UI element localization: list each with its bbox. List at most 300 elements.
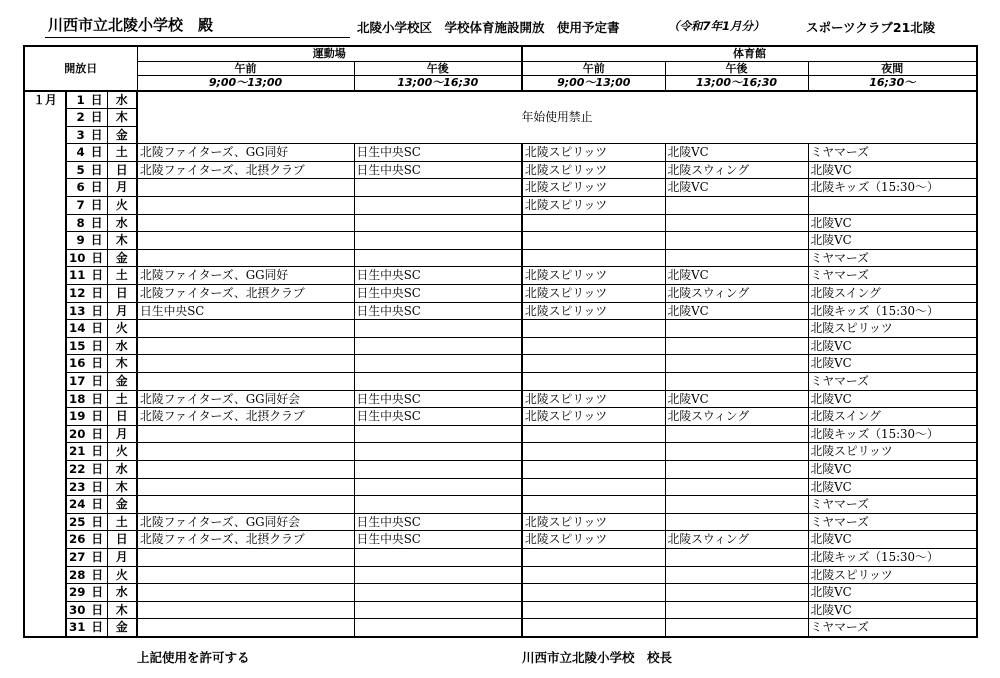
gym-night-cell: 北陵VC [808, 531, 977, 549]
header-row-area [24, 46, 977, 61]
closed-notice: 年始使用禁止 [137, 91, 977, 144]
day-suffix: 日 [90, 180, 103, 195]
weekday-cell: 水 [107, 214, 137, 232]
gym-night-cell: 北陵キッズ（15:30～） [808, 548, 977, 566]
gym-am-cell [522, 584, 665, 602]
gym-night-cell: 北陵VC [808, 390, 977, 408]
day-cell [66, 531, 107, 549]
ground-am-cell [137, 214, 354, 232]
weekday-cell: 木 [107, 478, 137, 496]
gym-pm-cell: 北陵スウィング [665, 161, 808, 179]
header-row-time [24, 76, 977, 91]
day-suffix: 日 [91, 585, 104, 600]
gym-am-time: 9;00～13;00 [522, 76, 665, 91]
table-row [24, 619, 977, 637]
gym-am-cell: 北陵スピリッツ [522, 285, 665, 303]
day-suffix: 日 [91, 444, 104, 459]
gym-night-cell: 北陵VC [808, 478, 977, 496]
day-number: 12 [69, 286, 86, 301]
day-number: 10 [69, 250, 86, 265]
gym-am-cell [522, 337, 665, 355]
ground-am-cell [137, 425, 354, 443]
gym-pm-cell [665, 249, 808, 267]
day-suffix: 日 [91, 620, 104, 635]
table-row [24, 373, 977, 391]
gym-am-cell: 北陵スピリッツ [522, 302, 665, 320]
gym-am-cell: 北陵スピリッツ [522, 144, 665, 162]
gym-am-cell [522, 425, 665, 443]
weekday-cell: 土 [107, 267, 137, 285]
schedule-body [24, 46, 977, 637]
gym-pm-cell [665, 619, 808, 637]
table-row [24, 531, 977, 549]
weekday-cell: 木 [107, 355, 137, 373]
header-row-period [24, 61, 977, 76]
permit-statement: 上記使用を許可する [137, 650, 250, 665]
weekday-cell: 日 [107, 161, 137, 179]
ground-am-cell [137, 496, 354, 514]
ground-pm-cell [354, 232, 522, 250]
day-suffix: 日 [91, 268, 104, 283]
day-cell [66, 126, 107, 144]
table-row [24, 214, 977, 232]
month-cell: １月 [24, 91, 66, 637]
gym-pm-header: 午後 [665, 61, 808, 76]
day-suffix: 日 [91, 356, 104, 371]
day-number: 23 [69, 479, 86, 494]
day-cell [66, 179, 107, 197]
table-row [24, 513, 977, 531]
gym-am-cell [522, 320, 665, 338]
ground-am-cell: 北陵ファイターズ、GG同好 [137, 144, 354, 162]
day-cell [66, 337, 107, 355]
ground-am-cell [137, 355, 354, 373]
day-number: 14 [69, 321, 86, 336]
ground-am-cell [137, 249, 354, 267]
gym-night-cell: ミヤマーズ [808, 373, 977, 391]
ground-pm-cell: 日生中央SC [354, 161, 522, 179]
table-row [24, 601, 977, 619]
gym-night-cell: ミヤマーズ [808, 144, 977, 162]
weekday-cell: 月 [107, 548, 137, 566]
gym-am-cell [522, 214, 665, 232]
gym-night-cell: ミヤマーズ [808, 619, 977, 637]
day-suffix: 日 [90, 162, 103, 177]
document-title: 北陵小学校区 学校体育施設開放 使用予定書 [357, 20, 620, 35]
weekday-cell: 日 [107, 285, 137, 303]
day-suffix: 日 [90, 110, 103, 125]
table-row [24, 320, 977, 338]
gym-night-cell: 北陵スピリッツ [808, 443, 977, 461]
day-cell [66, 320, 107, 338]
gym-night-cell: 北陵VC [808, 460, 977, 478]
weekday-cell: 日 [107, 531, 137, 549]
table-row [24, 337, 977, 355]
ground-am-cell [137, 373, 354, 391]
ground-pm-cell: 日生中央SC [354, 513, 522, 531]
ground-pm-cell [354, 355, 522, 373]
gym-pm-cell: 北陵VC [665, 144, 808, 162]
weekday-cell: 水 [107, 91, 137, 109]
day-suffix: 日 [91, 514, 104, 529]
gym-pm-cell [665, 337, 808, 355]
day-cell [66, 496, 107, 514]
day-suffix: 日 [91, 374, 104, 388]
ground-am-cell [137, 179, 354, 197]
day-cell [66, 161, 107, 179]
day-number: 15 [69, 338, 86, 353]
day-number: 22 [69, 461, 86, 476]
day-cell [66, 91, 107, 109]
table-row [24, 584, 977, 602]
ground-am-cell: 北陵ファイターズ、北摂クラブ [137, 161, 354, 179]
ground-pm-cell: 日生中央SC [354, 408, 522, 426]
gym-night-cell: 北陵スイング [808, 408, 977, 426]
table-row [24, 144, 977, 162]
gym-pm-cell [665, 513, 808, 531]
ground-pm-cell [354, 443, 522, 461]
gym-pm-cell [665, 232, 808, 250]
ground-pm-cell [354, 320, 522, 338]
ground-pm-time: 13;00～16;30 [354, 76, 522, 91]
ground-pm-cell [354, 601, 522, 619]
gym-pm-cell: 北陵VC [665, 390, 808, 408]
day-cell [66, 390, 107, 408]
ground-am-cell: 日生中央SC [137, 302, 354, 320]
weekday-cell: 金 [107, 126, 137, 144]
day-number: 3 [76, 127, 85, 142]
table-row [24, 355, 977, 373]
gym-night-cell: ミヤマーズ [808, 496, 977, 514]
day-suffix: 日 [91, 602, 104, 617]
day-number: 29 [69, 585, 86, 600]
ground-pm-cell [354, 619, 522, 637]
day-cell [66, 443, 107, 461]
weekday-cell: 水 [107, 460, 137, 478]
gym-night-cell: 北陵スピリッツ [808, 566, 977, 584]
ground-pm-cell [354, 566, 522, 584]
gym-pm-cell [665, 496, 808, 514]
gym-am-cell [522, 373, 665, 391]
gym-pm-time: 13;00～16;30 [665, 76, 808, 91]
ground-am-cell [137, 478, 354, 496]
schedule-table [23, 45, 978, 638]
gym-pm-cell [665, 320, 808, 338]
gym-night-cell: ミヤマーズ [808, 267, 977, 285]
gym-night-cell: 北陵VC [808, 161, 977, 179]
table-row [24, 390, 977, 408]
day-cell [66, 619, 107, 637]
ground-am-cell [137, 320, 354, 338]
day-cell [66, 144, 107, 162]
day-number: 25 [69, 514, 86, 529]
title-underline [45, 37, 350, 38]
table-row [24, 161, 977, 179]
ground-am-time: 9;00～13;00 [137, 76, 354, 91]
weekday-cell: 月 [107, 179, 137, 197]
gym-pm-cell [665, 373, 808, 391]
gym-night-cell: ミヤマーズ [808, 513, 977, 531]
ground-am-cell [137, 619, 354, 637]
day-suffix: 日 [91, 303, 104, 318]
ground-pm-cell [354, 496, 522, 514]
ground-am-cell: 北陵ファイターズ、GG同好 [137, 267, 354, 285]
day-number: 1 [76, 92, 85, 107]
gym-night-cell: 北陵VC [808, 337, 977, 355]
gym-am-cell: 北陵スピリッツ [522, 197, 665, 215]
day-number: 17 [69, 374, 86, 388]
ground-pm-cell [354, 197, 522, 215]
ground-pm-cell: 日生中央SC [354, 267, 522, 285]
table-row [24, 478, 977, 496]
day-cell [66, 408, 107, 426]
weekday-cell: 火 [107, 566, 137, 584]
day-suffix: 日 [91, 461, 104, 476]
day-cell [66, 566, 107, 584]
gym-header: 体育館 [522, 46, 977, 61]
day-number: 13 [69, 303, 86, 318]
ground-pm-cell: 日生中央SC [354, 390, 522, 408]
club-name: スポーツクラブ21北陵 [806, 20, 936, 35]
gym-night-cell: 北陵VC [808, 355, 977, 373]
gym-pm-cell [665, 197, 808, 215]
gym-am-cell: 北陵スピリッツ [522, 390, 665, 408]
gym-night-cell: 北陵スピリッツ [808, 320, 977, 338]
gym-am-cell: 北陵スピリッツ [522, 267, 665, 285]
day-cell [66, 513, 107, 531]
day-number: 26 [69, 532, 86, 547]
gym-night-time: 16;30～ [808, 76, 977, 91]
day-number: 16 [69, 356, 86, 371]
table-row [24, 91, 977, 109]
gym-am-cell [522, 249, 665, 267]
day-cell [66, 355, 107, 373]
gym-pm-cell [665, 601, 808, 619]
day-suffix: 日 [90, 198, 103, 213]
weekday-cell: 土 [107, 513, 137, 531]
day-cell [66, 232, 107, 250]
gym-am-cell [522, 478, 665, 496]
gym-am-cell [522, 460, 665, 478]
school-title: 川西市立北陵小学校 殿 [48, 16, 214, 34]
weekday-cell: 木 [107, 109, 137, 127]
day-suffix: 日 [90, 215, 103, 230]
gym-am-cell [522, 496, 665, 514]
day-number: 11 [69, 268, 86, 283]
weekday-cell: 日 [107, 408, 137, 426]
ground-am-header: 午前 [137, 61, 354, 76]
day-number: 19 [69, 409, 86, 424]
day-number: 9 [76, 233, 85, 248]
gym-am-cell: 北陵スピリッツ [522, 179, 665, 197]
gym-pm-cell: 北陵スウィング [665, 285, 808, 303]
day-suffix: 日 [91, 479, 104, 494]
gym-pm-cell [665, 355, 808, 373]
day-number: 20 [69, 426, 86, 441]
day-number: 27 [69, 549, 86, 564]
gym-am-header: 午前 [522, 61, 665, 76]
table-row [24, 548, 977, 566]
ground-am-cell [137, 337, 354, 355]
gym-am-cell [522, 548, 665, 566]
ground-am-cell [137, 460, 354, 478]
day-number: 6 [76, 180, 85, 195]
gym-pm-cell [665, 443, 808, 461]
ground-pm-cell [354, 373, 522, 391]
table-row [24, 425, 977, 443]
ground-pm-cell [354, 460, 522, 478]
ground-pm-header: 午後 [354, 61, 522, 76]
table-row [24, 408, 977, 426]
day-cell [66, 601, 107, 619]
table-row [24, 267, 977, 285]
gym-night-cell: 北陵キッズ（15:30～） [808, 302, 977, 320]
ground-pm-cell: 日生中央SC [354, 285, 522, 303]
ground-am-cell [137, 443, 354, 461]
ground-am-cell [137, 548, 354, 566]
ground-am-cell [137, 197, 354, 215]
day-suffix: 日 [91, 409, 104, 424]
table-row [24, 285, 977, 303]
gym-pm-cell [665, 460, 808, 478]
weekday-cell: 土 [107, 144, 137, 162]
gym-pm-cell [665, 548, 808, 566]
gym-am-cell [522, 601, 665, 619]
day-suffix: 日 [90, 145, 103, 160]
day-cell [66, 302, 107, 320]
weekday-cell: 金 [107, 373, 137, 391]
gym-pm-cell: 北陵スウィング [665, 408, 808, 426]
gym-night-cell: 北陵VC [808, 601, 977, 619]
day-number: 2 [76, 110, 85, 125]
weekday-cell: 金 [107, 249, 137, 267]
weekday-cell: 木 [107, 232, 137, 250]
day-cell [66, 373, 107, 391]
weekday-cell: 木 [107, 601, 137, 619]
ground-pm-cell [354, 425, 522, 443]
day-number: 28 [69, 567, 86, 582]
gym-pm-cell [665, 584, 808, 602]
gym-pm-cell [665, 425, 808, 443]
day-cell [66, 548, 107, 566]
day-number: 8 [76, 215, 85, 230]
day-suffix: 日 [91, 567, 104, 582]
day-number: 4 [76, 145, 85, 160]
open-day-header: 開放日 [24, 46, 137, 91]
gym-pm-cell: 北陵スウィング [665, 531, 808, 549]
day-suffix: 日 [91, 532, 104, 547]
table-row [24, 460, 977, 478]
ground-pm-cell [354, 249, 522, 267]
day-cell [66, 584, 107, 602]
table-row [24, 197, 977, 215]
day-suffix: 日 [91, 338, 104, 353]
ground-pm-cell: 日生中央SC [354, 531, 522, 549]
gym-night-cell: 北陵キッズ（15:30～） [808, 179, 977, 197]
day-suffix: 日 [91, 250, 104, 265]
day-cell [66, 460, 107, 478]
gym-night-header: 夜間 [808, 61, 977, 76]
ground-am-cell [137, 601, 354, 619]
day-number: 7 [76, 198, 85, 213]
ground-am-cell: 北陵ファイターズ、北摂クラブ [137, 531, 354, 549]
gym-pm-cell [665, 214, 808, 232]
gym-pm-cell: 北陵VC [665, 302, 808, 320]
day-suffix: 日 [91, 391, 104, 406]
day-number: 24 [69, 497, 86, 512]
gym-am-cell: 北陵スピリッツ [522, 531, 665, 549]
gym-am-cell [522, 355, 665, 373]
day-number: 21 [69, 444, 86, 459]
day-suffix: 日 [91, 497, 104, 512]
table-row [24, 302, 977, 320]
day-cell [66, 109, 107, 127]
weekday-cell: 月 [107, 302, 137, 320]
table-row [24, 249, 977, 267]
day-cell [66, 197, 107, 215]
ground-header: 運動場 [137, 46, 522, 61]
gym-pm-cell: 北陵VC [665, 267, 808, 285]
gym-night-cell: 北陵VC [808, 214, 977, 232]
gym-am-cell: 北陵スピリッツ [522, 161, 665, 179]
gym-pm-cell [665, 566, 808, 584]
day-suffix: 日 [90, 127, 103, 142]
principal-signature-line: 川西市立北陵小学校 校長 [522, 650, 673, 665]
gym-pm-cell: 北陵VC [665, 179, 808, 197]
ground-am-cell: 北陵ファイターズ、北摂クラブ [137, 285, 354, 303]
ground-pm-cell [354, 179, 522, 197]
period-label: （令和7年1月分） [668, 19, 765, 33]
gym-night-cell: 北陵キッズ（15:30～） [808, 425, 977, 443]
day-cell [66, 425, 107, 443]
day-suffix: 日 [91, 321, 104, 336]
day-suffix: 日 [91, 426, 104, 441]
gym-am-cell [522, 443, 665, 461]
weekday-cell: 金 [107, 619, 137, 637]
ground-am-cell: 北陵ファイターズ、GG同好会 [137, 513, 354, 531]
day-suffix: 日 [91, 549, 104, 564]
ground-am-cell: 北陵ファイターズ、GG同好会 [137, 390, 354, 408]
ground-pm-cell [354, 478, 522, 496]
ground-am-cell [137, 584, 354, 602]
day-cell [66, 249, 107, 267]
weekday-cell: 火 [107, 443, 137, 461]
day-suffix: 日 [91, 286, 104, 301]
gym-am-cell: 北陵スピリッツ [522, 408, 665, 426]
gym-night-cell: ミヤマーズ [808, 249, 977, 267]
day-cell [66, 478, 107, 496]
ground-pm-cell: 日生中央SC [354, 302, 522, 320]
table-row [24, 443, 977, 461]
weekday-cell: 火 [107, 320, 137, 338]
gym-pm-cell [665, 478, 808, 496]
weekday-cell: 金 [107, 496, 137, 514]
weekday-cell: 水 [107, 337, 137, 355]
gym-night-cell: 北陵VC [808, 232, 977, 250]
day-cell [66, 214, 107, 232]
day-suffix: 日 [90, 233, 103, 248]
day-number: 30 [69, 602, 86, 617]
ground-pm-cell [354, 214, 522, 232]
ground-pm-cell [354, 548, 522, 566]
day-number: 31 [69, 620, 86, 635]
gym-am-cell [522, 619, 665, 637]
gym-am-cell [522, 566, 665, 584]
weekday-cell: 水 [107, 584, 137, 602]
gym-am-cell: 北陵スピリッツ [522, 513, 665, 531]
table-row [24, 496, 977, 514]
weekday-cell: 土 [107, 390, 137, 408]
